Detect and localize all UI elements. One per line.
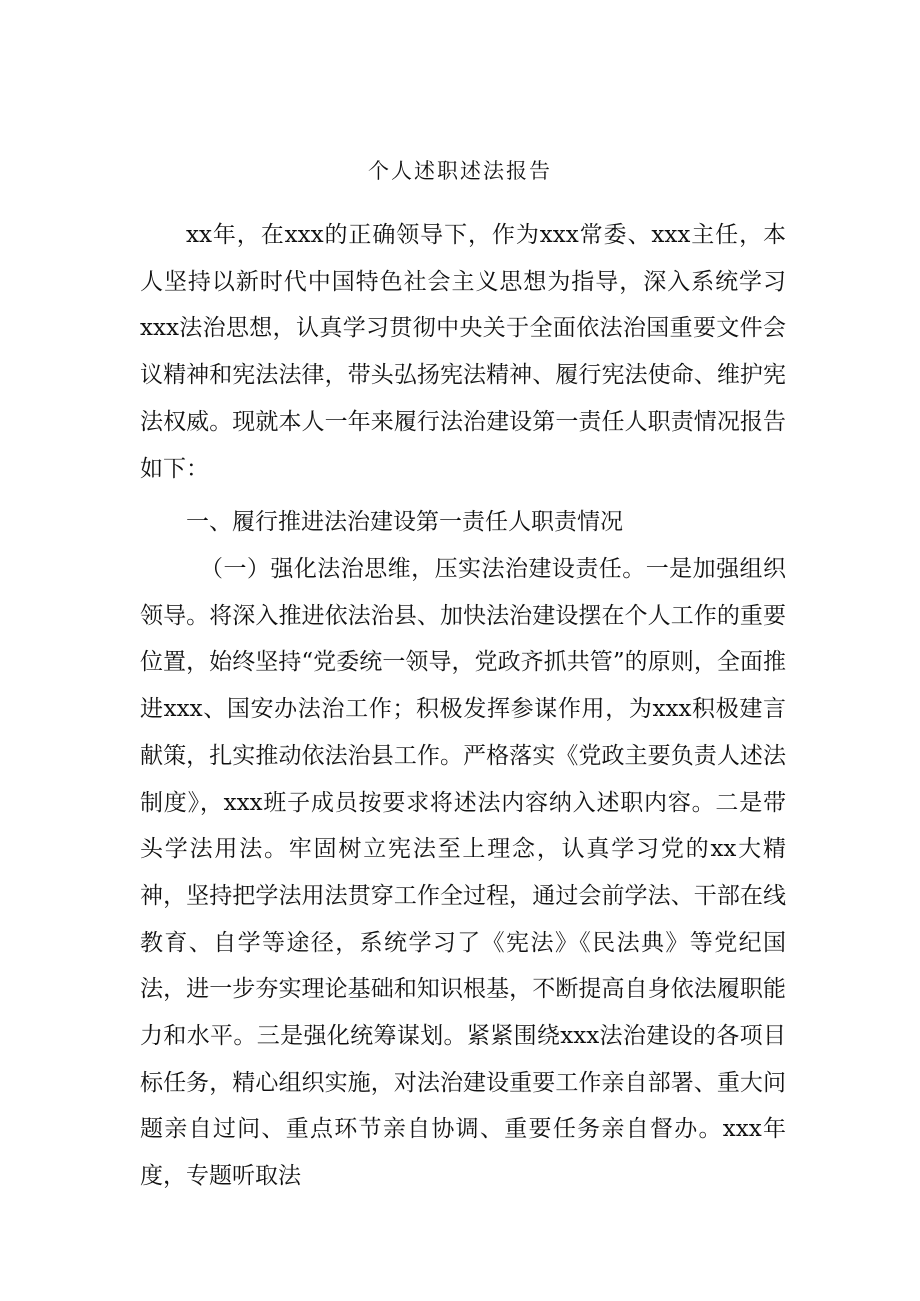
paragraph-subsection-1: （一）强化法治思维，压实法治建设责任。一是加强组织领导。将深入推进依法治县、加快法治建设摆在个人工作的重要位置，始终坚持“党委统一领导，党政齐抓共管”的原则，全面推进xxx、国安办法治工作；积极发挥参谋作用，为xxx积极建言献策，扎实推动依法治县工作。严格落实《党政主要负责人述法制度》，xxx班子成员按要求将述法内容纳入述职内容。二是带头学法用法。牢固树立宪法至上理念，认真学习党的xx大精神，坚持把学法用法贯穿工作全过程，通过会前学法、干部在线教育、自学等途径，系统学习了《宪法》《民法典》等党纪国法，进一步夯实理论基础和知识根基，不断提高自身依法履职能力和水平。三是强化统筹谋划。紧紧围绕xxx法治建设的各项目标任务，精心组织实施，对法治建设重要工作亲自部署、重大问题亲自过问、重点环节亲自协调、重要任务亲自督办。xxx年度，专题听取法 [140,556,786,1190]
intro-section [140,212,786,492]
document-title: 个人述职述法报告 [368,159,552,183]
paragraph-intro: xx年，在xxx的正确领导下，作为xxx常委、xxx主任，本人坚持以新时代中国特色社会主义思想为指导，深入系统学习xxx法治思想，认真学习贯彻中央关于全面依法治国重要文件会议精神和宪法法律，带头弘扬宪法精神、履行宪法使命、维护宪法权威。现就本人一年来履行法治建设第一责任人职责情况报告如下： [140,222,786,482]
subsection-block [140,546,786,1200]
section-heading-block [140,499,786,546]
section-heading-1: 一、履行推进法治建设第一责任人职责情况 [186,509,623,535]
